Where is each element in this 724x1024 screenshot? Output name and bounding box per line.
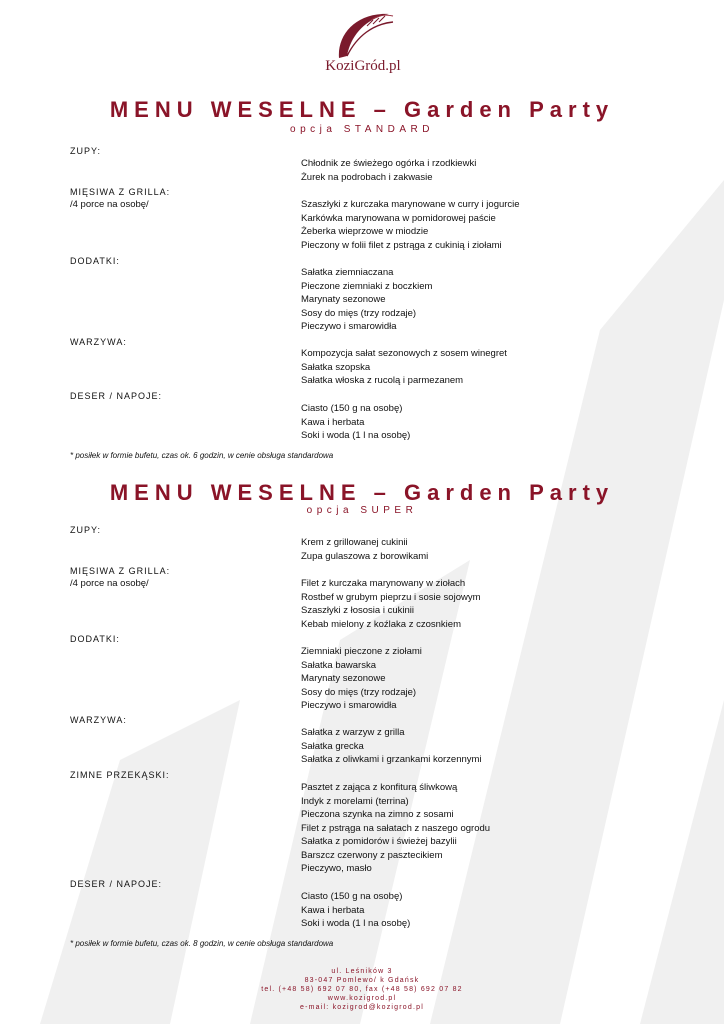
section-label-deser: DESER / NAPOJE: xyxy=(70,879,163,889)
section-items-warzywa xyxy=(301,726,482,767)
menu-item: Marynaty sezonowe xyxy=(301,294,386,305)
menu-item: Soki i woda (1 l na osobę) xyxy=(301,430,411,441)
section-label-miesiwa: MIĘSIWA Z GRILLA: xyxy=(70,566,171,576)
section-label-warzywa: WARZYWA: xyxy=(70,715,127,725)
menu-item: Rostbef w grubym pieprzu i sosie sojowym xyxy=(301,591,481,603)
menu-item: Karkówka marynowana w pomidorowej paście xyxy=(301,212,496,224)
menu-item: Soki i woda (1 l na osobę) xyxy=(301,918,411,929)
footer-phone: tel. (+48 58) 692 07 80, fax (+48 58) 692 07 82 xyxy=(261,986,463,993)
menu-item: Ciasto (150 g na osobę) xyxy=(301,403,403,414)
menu-item: Sałatka bawarska xyxy=(301,659,376,671)
menu-item: Sałatka z warzyw z grilla xyxy=(301,727,405,738)
section-items-deser xyxy=(301,402,410,443)
section-items-miesiwa xyxy=(301,198,520,252)
footer-email-link[interactable]: e-mail: kozigrod@kozigrod.pl xyxy=(300,1004,424,1011)
menu-item: Pieczony w folii filet z pstrąga z cukinią i ziołami xyxy=(301,239,502,251)
menu-item: Marynaty sezonowe xyxy=(301,673,386,684)
menu-item: Pasztet z zająca z konfiturą śliwkową xyxy=(301,782,458,793)
section-items-deser xyxy=(301,890,410,931)
logo-mark-icon xyxy=(327,6,399,62)
menu-item: Ciasto (150 g na osobę) xyxy=(301,891,403,902)
menu-item: Pieczywo, masło xyxy=(301,863,372,874)
menu-item: Kawa i herbata xyxy=(301,904,365,916)
menu-item: Pieczona szynka na zimno z sosami xyxy=(301,809,454,820)
menu-item: Indyk z morelami (terrina) xyxy=(301,795,409,807)
section-label-zupy: ZUPY: xyxy=(70,146,102,156)
menu-item: Kebab mielony z koźlaka z czosnkiem xyxy=(301,618,461,630)
menu-item: Kompozycja sałat sezonowych z sosem winegret xyxy=(301,348,507,359)
footnote-super: * posiłek w formie bufetu, czas ok. 8 godzin, w cenie obsługa standardowa xyxy=(70,939,334,948)
section-label-miesiwa: MIĘSIWA Z GRILLA: xyxy=(70,187,171,197)
section-items-miesiwa xyxy=(301,577,481,631)
section-label-dodatki: DODATKI: xyxy=(70,256,120,266)
section-items-zimne xyxy=(301,781,490,876)
section-label-zupy: ZUPY: xyxy=(70,525,102,535)
menu-item: Pieczywo i smarowidła xyxy=(301,321,397,332)
menu-item: Filet z pstrąga na sałatach z naszego ogrodu xyxy=(301,822,491,834)
menu-item: Pieczywo i smarowidła xyxy=(301,700,397,711)
menu-title-standard: MENU WESELNE – Garden Party xyxy=(109,97,615,122)
section-items-warzywa xyxy=(301,347,507,388)
section-label-zimne: ZIMNE PRZEKĄSKI: xyxy=(70,770,170,780)
section-items-dodatki xyxy=(301,266,432,334)
section-items-dodatki xyxy=(301,645,422,713)
portion-note: /4 porce na osobę/ xyxy=(70,578,149,589)
section-items-zupy xyxy=(301,157,476,184)
contact-footer xyxy=(0,967,724,1012)
section-label-deser: DESER / NAPOJE: xyxy=(70,391,163,401)
portion-note: /4 porce na osobę/ xyxy=(70,199,149,210)
footer-address-street: ul. Leśników 3 xyxy=(331,968,393,975)
menu-item: Sałatka z pomidorów i świeżej bazylii xyxy=(301,836,457,847)
menu-item: Pieczone ziemniaki z boczkiem xyxy=(301,280,433,292)
menu-item: Szaszłyki z kurczaka marynowane w curry i jogurcie xyxy=(301,199,520,210)
menu-item: Barszcz czerwony z pasztecikiem xyxy=(301,849,443,861)
section-label-dodatki: DODATKI: xyxy=(70,634,120,644)
brand-logo xyxy=(318,6,408,86)
section-items-zupy xyxy=(301,536,428,563)
footnote-standard: * posiłek w formie bufetu, czas ok. 6 godzin, w cenie obsługa standardowa xyxy=(70,451,334,460)
menu-item: Sałatka grecka xyxy=(301,740,364,752)
menu-item: Sałatka z oliwkami i grzankami korzennymi xyxy=(301,754,482,765)
menu-item: Filet z kurczaka marynowany w ziołach xyxy=(301,578,466,589)
footer-address-city: 83-047 Pomlewo/ k Gdańsk xyxy=(304,977,420,984)
menu-item: Chłodnik ze świeżego ogórka i rzodkiewki xyxy=(301,158,477,169)
menu-item: Sałatka włoska z rucolą i parmezanem xyxy=(301,375,464,386)
menu-item: Sałatka szopska xyxy=(301,361,371,373)
menu-item: Zupa gulaszowa z borowikami xyxy=(301,550,429,562)
menu-item: Sosy do mięs (trzy rodzaje) xyxy=(301,686,417,698)
menu-option-super: opcja SUPER xyxy=(306,505,418,516)
menu-item: Krem z grillowanej cukinii xyxy=(301,537,408,548)
menu-option-standard: opcja STANDARD xyxy=(290,124,434,135)
menu-item: Szaszłyki z łososia i cukinii xyxy=(301,605,414,616)
menu-title-super: MENU WESELNE – Garden Party xyxy=(109,480,615,505)
brand-name: KoziGród.pl xyxy=(325,58,401,74)
menu-item: Kawa i herbata xyxy=(301,416,365,428)
menu-item: Sałatka ziemniaczana xyxy=(301,267,394,278)
menu-item: Żeberka wieprzowe w miodzie xyxy=(301,226,429,237)
menu-item: Sosy do mięs (trzy rodzaje) xyxy=(301,307,417,319)
footer-website-link[interactable]: www.kozigrod.pl xyxy=(327,995,397,1002)
menu-item: Ziemniaki pieczone z ziołami xyxy=(301,646,422,657)
menu-item: Żurek na podrobach i zakwasie xyxy=(301,171,433,183)
section-label-warzywa: WARZYWA: xyxy=(70,337,127,347)
